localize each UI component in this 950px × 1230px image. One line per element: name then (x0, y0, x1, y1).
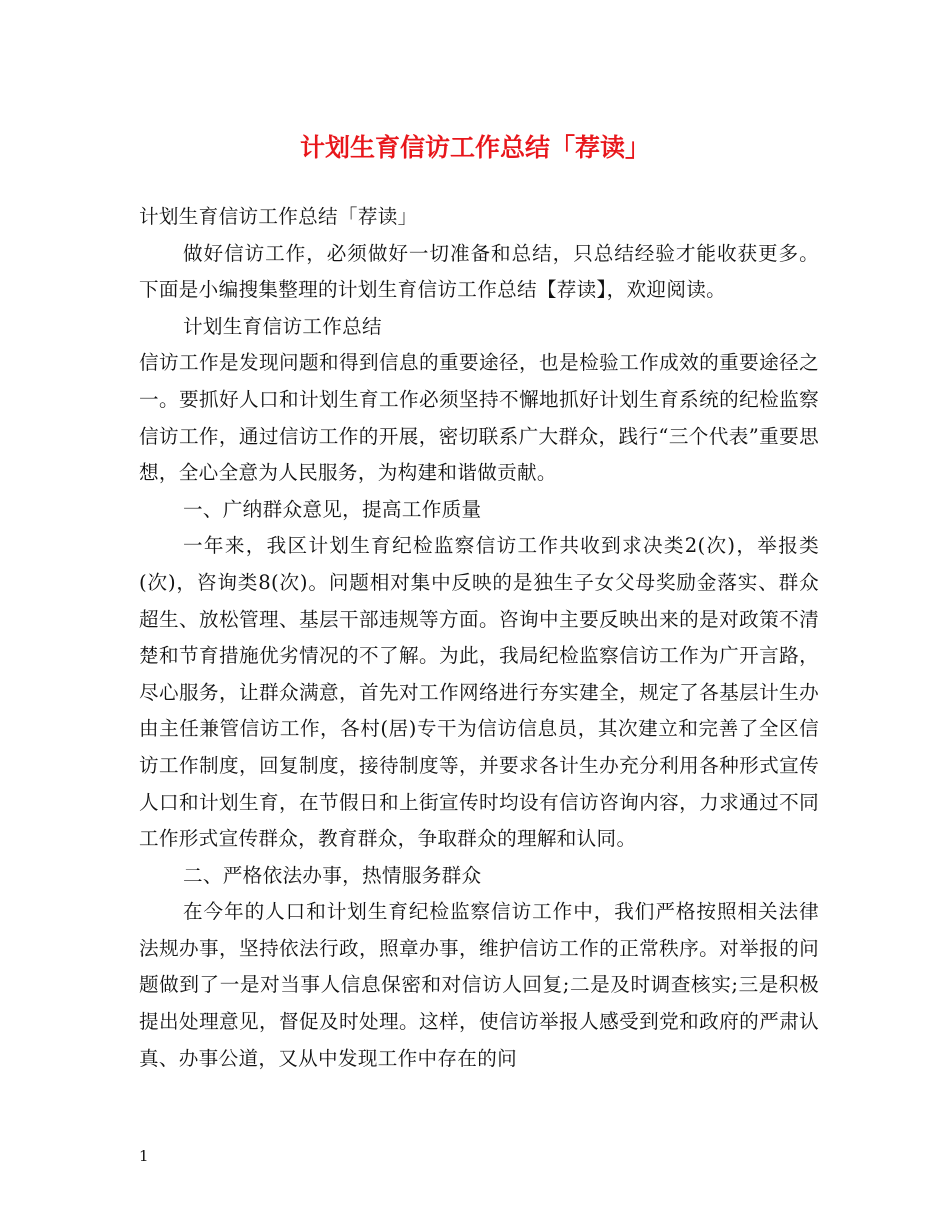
document-body (139, 199, 819, 1077)
section-heading-two: 二、严格依法办事，热情服务群众 (183, 863, 482, 887)
paragraph-overview: 信访工作是发现问题和得到信息的重要途径，也是检验工作成效的重要途径之一。要抓好人口和计划生育工作必须坚持不懈地抓好计划生育系统的纪检监察信访工作，通过信访工作的开展，密切联系广大群众，践行“三个代表”重要思想，全心全意为人民服务，为构建和谐做贡献。 (139, 351, 819, 485)
page-number: 1 (139, 1147, 149, 1165)
paragraph-subtitle: 计划生育信访工作总结 (183, 314, 382, 338)
paragraph-intro: 做好信访工作，必须做好一切准备和总结，只总结经验才能收获更多。下面是小编搜集整理的计划生育信访工作总结【荐读】，欢迎阅读。 (139, 241, 819, 302)
paragraph-heading: 计划生育信访工作总结「荐读」 (139, 205, 418, 228)
paragraph-section-one: 一年来，我区计划生育纪检监察信访工作共收到求决类2(次)，举报类(次)，咨询类8(次)。问题相对集中反映的是独生子女父母奖励金落实、群众超生、放松管理、基层干部违规等方面。咨询中主要反映出来的是对政策不清楚和节育措施优劣情况的不了解。为此，我局纪检监察信访工作为广开言路，尽心服务，让群众满意，首先对工作网络进行夯实建全，规定了各基层计生办由主任兼管信访工作，各村(居)专干为信访信息员，其次建立和完善了全区信访工作制度，回复制度，接待制度等，并要求各计生办充分利用各种形式宣传人口和计划生育，在节假日和上街宣传时均设有信访咨询内容，力求通过不同工作形式宣传群众，教育群众，争取群众的理解和认同。 (139, 534, 819, 851)
section-heading-one: 一、广纳群众意见，提高工作质量 (183, 497, 482, 521)
paragraph-section-two: 在今年的人口和计划生育纪检监察信访工作中，我们严格按照相关法律法规办事，坚持依法行政，照章办事，维护信访工作的正常秩序。对举报的问题做到了一是对当事人信息保密和对信访人回复;二是及时调查核实;三是积极提出处理意见，督促及时处理。这样，使信访举报人感受到党和政府的严肃认真、办事公道，又从中发现工作中存在的问 (139, 900, 819, 1070)
page-title: 计划生育信访工作总结「荐读」 (299, 133, 650, 162)
